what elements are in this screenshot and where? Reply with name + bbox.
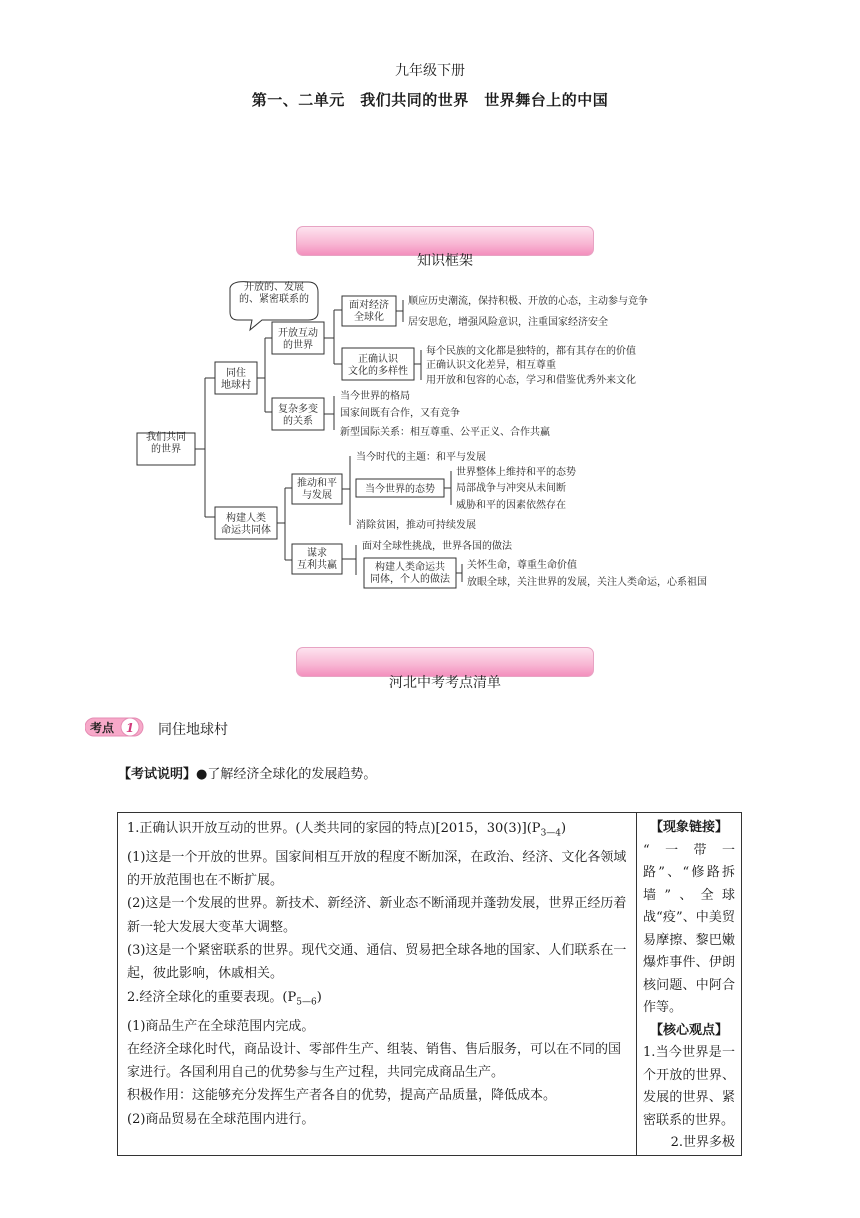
heading-1-note: (人类共同的家园的特点)[2015，30(3)](P — [295, 821, 541, 836]
core-title: 【核心观点】 — [649, 1022, 728, 1038]
heading-1 — [127, 817, 628, 846]
core-text: 1.当今世界是一个开放的世界、发展的世界、紧密联系的世界。 — [643, 1045, 735, 1128]
b1a2-item-2: 用开放和包容的心态，学习和借鉴优秀外来文化 — [426, 375, 636, 386]
b1a1-item-0: 顺应历史潮流，保持积极、开放的心态，主动参与竞争 — [408, 296, 648, 307]
item-1-effect: 积极作用：这能够充分发挥生产者各自的优势，提高产品质量，降低成本。 — [127, 1088, 557, 1104]
node-b1a-label: 开放互动的世界 — [278, 328, 318, 351]
b1a2-item-1: 正确认识文化差异，相互尊重 — [426, 360, 556, 371]
content-left-cell — [118, 813, 637, 1156]
heading-1-sub: 3—4 — [540, 828, 562, 839]
node-b2b-build-label: 构建人类命运共同体，个人的做法 — [370, 562, 450, 585]
content-table — [117, 812, 742, 1156]
node-b2-label: 构建人类命运共同体 — [221, 513, 271, 536]
b1a2-item-0: 每个民族的文化都是独特的，都有其存在的价值 — [426, 346, 636, 357]
b1a1-item-1: 居安思危，增强风险意识，注重国家经济安全 — [408, 317, 608, 328]
b1b-item-0: 当今世界的格局 — [340, 391, 410, 402]
node-b1a2-label: 正确认识文化的多样性 — [348, 354, 408, 377]
knowledge-mindmap — [0, 270, 860, 600]
item-1-desc: 在经济全球化时代，商品设计、零部件生产、组装、销售、售后服务，可以在不同的国家进行。各国利用自己的优势参与生产过程，共同完成商品生产。 — [127, 1041, 622, 1081]
node-b1-label: 同住地球村 — [221, 368, 251, 391]
exam-note-text: ●了解经济全球化的发展趋势。 — [196, 767, 377, 782]
b1b-item-2: 新型国际关系：相互尊重、公平正义、合作共赢 — [340, 427, 550, 438]
bubble-text: 开放的、发展的、紧密联系的 — [239, 282, 309, 305]
node-root-label: 我们共同的世界 — [146, 432, 186, 455]
core-text-2: 2.世界多极 — [670, 1135, 735, 1150]
heading-2-text: 2.经济全球化的重要表现。 — [127, 989, 283, 1005]
link-title: 【现象链接】 — [649, 820, 728, 835]
kaodian-badge-label: 考点 — [89, 721, 115, 735]
framework-title: 知识框架 — [417, 253, 473, 269]
kaodian-badge — [85, 716, 147, 738]
b2a-state-item-2: 威胁和平的因素依然存在 — [456, 500, 566, 511]
node-b2b-label: 谋求互利共赢 — [297, 548, 337, 571]
b2b-first: 面对全球性挑战，世界各国的做法 — [362, 541, 512, 552]
b2a-state-item-0: 世界整体上维持和平的态势 — [456, 467, 576, 478]
heading-1-end: ) — [561, 821, 567, 836]
heading-2-sub: 5—6 — [296, 997, 317, 1008]
exam-note — [118, 763, 376, 782]
b2a-state-item-1: 局部战争与冲突从未间断 — [456, 483, 566, 494]
node-b1a1-label: 面对经济全球化 — [349, 300, 389, 323]
grade-label: 九年级下册 — [395, 63, 465, 79]
b2b-build-item-0: 关怀生命，尊重生命价值 — [467, 560, 577, 571]
item-1: (1)商品生产在全球范围内完成。 — [127, 1018, 315, 1034]
heading-2 — [127, 986, 628, 1015]
node-b2a-state-label: 当今世界的态势 — [365, 484, 435, 495]
b2b-build-item-1: 放眼全球，关注世界的发展，关注人类命运，心系祖国 — [467, 577, 707, 588]
item-2: (2)商品贸易在全球范围内进行。 — [127, 1111, 315, 1127]
kaodian-title: 同住地球村 — [158, 722, 228, 738]
point-1: (1)这是一个开放的世界。国家间相互开放的程度不断加深，在政治、经济、文化各领域的开放范围也在不断扩展。 — [127, 849, 627, 889]
heading-2-note: (P — [282, 989, 297, 1005]
b2a-theme: 当今时代的主题：和平与发展 — [356, 452, 486, 463]
kaodian-badge-number: 1 — [125, 721, 135, 735]
node-b1b-label: 复杂多变的关系 — [278, 404, 318, 427]
heading-2-end: ) — [316, 989, 322, 1005]
exam-note-label: 【考试说明】 — [118, 767, 197, 782]
b2a-last: 消除贫困，推动可持续发展 — [356, 520, 476, 531]
b1b-item-1: 国家间既有合作，又有竞争 — [340, 408, 460, 419]
point-3: (3)这是一个紧密联系的世界。现代交通、通信、贸易把全球各地的国家、人们联系在一起，彼此影响，休戚相关。 — [127, 943, 627, 982]
point-2: (2)这是一个发展的世界。新技术、新经济、新业态不断涌现并蓬勃发展，世界正经历着新一轮大发展大变革大调整。 — [127, 896, 627, 935]
node-b2a-label: 推动和平与发展 — [297, 478, 337, 501]
checklist-title: 河北中考考点清单 — [389, 675, 501, 691]
link-text: “一带一路”、“修路拆墙”、全球战“疫”、中美贸易摩擦、黎巴嫩爆炸事件、伊朗核问题、中阿合作等。 — [643, 842, 735, 1015]
unit-title: 第一、二单元 我们共同的世界 世界舞台上的中国 — [251, 91, 609, 109]
heading-1-text: 1.正确认识开放互动的世界。 — [127, 821, 296, 836]
sidebar-cell — [637, 813, 742, 1156]
